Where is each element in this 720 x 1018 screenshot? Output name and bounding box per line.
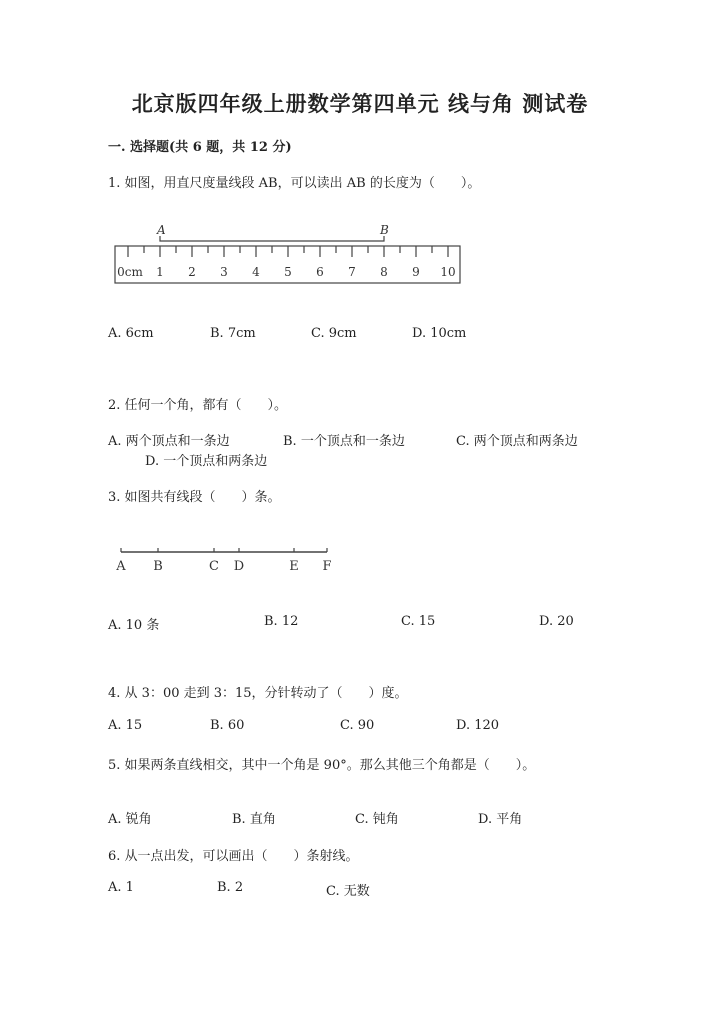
q3-option-a: A. 10 条	[108, 618, 160, 633]
ruler-label: 4	[252, 265, 260, 279]
point-label-f: F	[322, 559, 332, 574]
q1-option-c: C. 9cm	[311, 326, 357, 341]
section-heading: 一. 选择题(共 6 题，共 12 分)	[108, 140, 292, 155]
point-label-c: C	[209, 559, 219, 574]
q2-option-c: C. 两个顶点和两条边	[456, 434, 578, 449]
question-3: 3. 如图共有线段（ ）条。	[108, 490, 281, 505]
point-label-e: E	[289, 559, 299, 574]
point-label-a: A	[116, 559, 126, 574]
q6-option-a: A. 1	[108, 880, 134, 895]
q3-option-b: B. 12	[264, 614, 299, 629]
q1-option-b: B. 7cm	[210, 326, 256, 341]
question-5: 5. 如果两条直线相交，其中一个角是 90°。那么其他三个角都是（ ）。	[108, 758, 536, 773]
ruler-label: 9	[412, 265, 420, 279]
ruler-label: 0cm	[117, 265, 143, 279]
ruler-label: 2	[188, 265, 196, 279]
q3-option-c: C. 15	[401, 614, 436, 629]
q6-option-c: C. 无数	[326, 884, 370, 899]
segment-ab	[160, 236, 384, 241]
q4-option-b: B. 60	[210, 718, 245, 733]
q2-option-a: A. 两个顶点和一条边	[108, 434, 230, 449]
q3-option-d: D. 20	[539, 614, 574, 629]
ruler-label: 3	[220, 265, 228, 279]
page-title: 北京版四年级上册数学第四单元 线与角 测试卷	[131, 91, 589, 116]
question-4: 4. 从 3：00 走到 3：15，分针转动了（ ）度。	[108, 686, 408, 701]
q4-option-c: C. 90	[340, 718, 375, 733]
q5-option-c: C. 钝角	[355, 812, 399, 827]
q4-option-d: D. 120	[456, 718, 500, 733]
question-6: 6. 从一点出发，可以画出（ ）条射线。	[108, 849, 359, 864]
point-label-d: D	[233, 559, 245, 574]
ruler-label: 10	[440, 265, 456, 279]
question-2: 2. 任何一个角，都有（ ）。	[108, 398, 288, 413]
ruler-label: 8	[380, 265, 388, 279]
q5-option-a: A. 锐角	[108, 812, 152, 827]
q4-option-a: A. 15	[108, 718, 143, 733]
q6-option-b: B. 2	[217, 880, 244, 895]
ruler-label: 1	[156, 265, 164, 279]
point-label-b: B	[153, 559, 163, 574]
q1-option-a: A. 6cm	[108, 326, 154, 341]
question-1: 1. 如图，用直尺度量线段 AB，可以读出 AB 的长度为（ ）。	[108, 176, 481, 191]
ruler-label: 7	[348, 265, 356, 279]
ruler-label: 6	[316, 265, 324, 279]
q5-option-b: B. 直角	[232, 812, 276, 827]
q2-option-d: D. 一个顶点和两条边	[145, 454, 268, 469]
q5-option-d: D. 平角	[478, 812, 523, 827]
q1-option-d: D. 10cm	[412, 326, 467, 341]
point-label-a: A	[157, 223, 166, 237]
q2-option-b: B. 一个顶点和一条边	[283, 434, 405, 449]
ruler-label: 5	[284, 265, 292, 279]
point-label-b: B	[380, 223, 389, 237]
